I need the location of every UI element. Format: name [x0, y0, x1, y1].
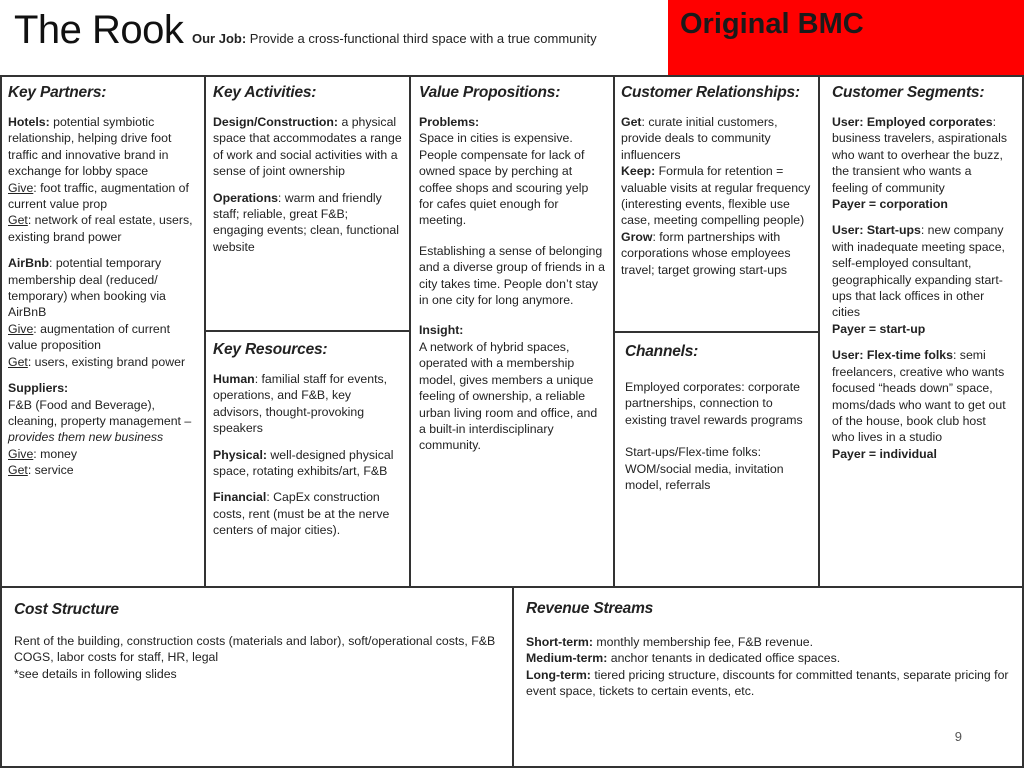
customer-segments-box — [818, 75, 1024, 588]
suppliers-italic: provides them new business — [8, 430, 164, 445]
short-term-line — [526, 634, 1010, 650]
hotels-give-label: Give — [8, 180, 34, 195]
financial-label: Financial — [213, 490, 267, 505]
hotels-text: potential symbiotic relationship, helping drive foot traffic and innovative brand in exchange for lobby space — [8, 115, 172, 179]
operations-block — [213, 190, 402, 256]
human-label: Human — [213, 372, 255, 386]
suppliers-get-text: : service — [27, 463, 74, 478]
medium-term-line — [526, 650, 1010, 666]
design-label: Design/Construction: — [213, 115, 339, 129]
value-propositions-title: Value Propositions: — [419, 84, 561, 101]
long-term-text: tiered pricing structure, discounts for committed tenants, separate pricing for event space, tickets to certain events, etc. — [526, 667, 1009, 699]
physical-label: Physical: — [213, 447, 267, 462]
segment-startups — [832, 222, 1010, 337]
seg1-label: User: Employed corporates — [832, 115, 993, 129]
original-bmc-banner — [668, 0, 1024, 82]
design-text: a physical space that accommodates a range of work and social activities with a sense of joint ownership — [213, 115, 402, 179]
belonging-block: Establishing a sense of belonging and a diverse group of friends in a city takes time. People don’t stay in one city for long anymore. — [419, 243, 605, 308]
seg3-text: : semi freelancers, creative who wants focused “heads down” space, moms/dads who want to get out of the house, book club host who lives in a studio — [832, 348, 1006, 445]
financial-text: : CapEx construction costs, rent (must be at the nerve centers of major cities). — [213, 490, 390, 538]
job-label: Our Job: — [192, 31, 247, 46]
original-bmc-label: Original BMC — [680, 8, 864, 40]
customer-relationships-box — [613, 75, 820, 333]
key-partners-box — [0, 75, 206, 588]
problems-block — [419, 114, 605, 229]
customer-relationships-title: Customer Relationships: — [621, 84, 800, 101]
short-term-label: Short-term: — [526, 635, 593, 649]
get-block — [621, 114, 812, 163]
cost-structure-title: Cost Structure — [14, 601, 119, 618]
suppliers-get-label: Get — [8, 463, 28, 478]
seg1-text: : business travelers, aspirationals who want to overhear the buzz, the transient who wants a feeling of community — [832, 115, 1007, 195]
airbnb-give-label: Give — [8, 321, 34, 336]
human-block — [213, 371, 402, 437]
channels-startups: Start-ups/Flex-time folks: WOM/social media, invitation model, referrals — [625, 445, 784, 493]
key-resources-box — [204, 330, 411, 588]
suppliers-give-label: Give — [8, 446, 34, 461]
cr-grow-text: : form partnerships with corporations whose employees travel; target growing start-ups — [621, 229, 791, 277]
hotels-give-text: : foot traffic, augmentation of current value prop — [8, 180, 189, 212]
short-term-text: monthly membership fee, F&B revenue. — [596, 635, 814, 649]
hotels-get-label: Get — [8, 213, 28, 228]
long-term-label: Long-term: — [526, 667, 591, 682]
hotels-get-text: : network of real estate, users, existing brand power — [8, 213, 193, 244]
suppliers-block — [8, 380, 198, 478]
operations-text: : warm and friendly staff; reliable, great F&B; engaging events; clean, functional website — [213, 190, 399, 254]
suppliers-text: F&B (Food and Beverage), cleaning, property management – — [8, 397, 192, 428]
key-activities-title: Key Activities: — [213, 84, 317, 101]
cost-text: Rent of the building, construction costs (materials and labor), soft/operational costs, F&B COGS, labor costs for staff, HR, legal — [14, 634, 496, 665]
airbnb-get-text: : users, existing brand power — [27, 354, 186, 369]
hotels-label: Hotels: — [8, 115, 50, 129]
seg3-payer: Payer = individual — [832, 446, 937, 461]
financial-block — [213, 489, 402, 538]
insight-text: A network of hybrid spaces, operated with a membership model, gives members a unique feeling of ownership, a reliable urban living room and office, and a built-in interdisciplinary community. — [419, 339, 598, 453]
page-number: 9 — [954, 729, 962, 744]
cr-keep-text: Formula for retention = valuable visits at regular frequency (interesting events, flexible use case, meeting compelling people) — [621, 164, 811, 228]
airbnb-block — [8, 255, 198, 370]
page-title: The Rook — [14, 8, 184, 52]
keep-block — [621, 163, 812, 229]
header — [0, 0, 668, 78]
airbnb-get-label: Get — [8, 354, 28, 369]
hotels-block — [8, 114, 198, 245]
design-block — [213, 114, 402, 180]
key-partners-title: Key Partners: — [8, 84, 107, 101]
seg1-payer: Payer = corporation — [832, 197, 948, 212]
airbnb-text: : potential temporary membership deal (reduced/ temporary) when booking via AirBnB — [8, 256, 166, 320]
physical-block — [213, 447, 402, 480]
value-propositions-box — [409, 75, 615, 588]
revenue-streams-box — [512, 586, 1024, 768]
medium-term-label: Medium-term: — [526, 651, 608, 666]
cr-keep-label: Keep: — [621, 164, 656, 179]
airbnb-label: AirBnb — [8, 256, 49, 271]
cr-get-label: Get — [621, 115, 642, 129]
seg3-label: User: Flex-time folks — [832, 348, 953, 363]
job-statement — [192, 31, 597, 46]
cost-structure-box — [0, 586, 514, 768]
revenue-streams-title: Revenue Streams — [526, 600, 654, 617]
problems-text: Space in cities is expensive. People compensate for lack of owned space by perching at coffee shops and scouring yelp for cafes quiet enough for meeting. — [419, 131, 589, 228]
seg2-payer: Payer = start-up — [832, 321, 926, 336]
cr-get-text: : curate initial customers, provide deals to community influencers — [621, 115, 778, 162]
suppliers-give-text: : money — [33, 446, 78, 461]
operations-label: Operations — [213, 190, 278, 205]
cr-grow-label: Grow — [621, 229, 653, 244]
channels-title: Channels: — [625, 343, 699, 360]
key-activities-box — [204, 75, 411, 332]
suppliers-label: Suppliers: — [8, 381, 69, 396]
seg2-text: : new company with inadequate meeting space, self-employed consultant, geographically expanding start-ups that lack offices in other cities — [832, 223, 1005, 320]
channels-box — [613, 331, 820, 588]
long-term-line — [526, 667, 1010, 700]
segment-flextime — [832, 347, 1010, 462]
key-resources-title: Key Resources: — [213, 341, 328, 358]
insight-label: Insight: — [419, 323, 464, 338]
segment-employed — [832, 114, 1010, 212]
airbnb-give-text: : augmentation of current value proposition — [8, 321, 171, 353]
grow-block — [621, 229, 812, 278]
cost-note: *see details in following slides — [14, 666, 177, 681]
problems-label: Problems: — [419, 115, 480, 129]
seg2-label: User: Start-ups — [832, 223, 921, 238]
human-text: : familial staff for events, operations, and F&B, key advisors, thought-provoking speakers — [213, 372, 388, 436]
medium-term-text: anchor tenants in dedicated office spaces. — [610, 651, 841, 666]
job-text: Provide a cross-functional third space with a true community — [249, 31, 597, 46]
customer-segments-title: Customer Segments: — [832, 84, 985, 101]
channels-employed: Employed corporates: corporate partnerships, connection to existing travel rewards programs — [625, 380, 803, 427]
insight-block — [419, 322, 605, 453]
physical-text: well-designed physical space, rotating exhibits/art, F&B — [213, 447, 394, 479]
